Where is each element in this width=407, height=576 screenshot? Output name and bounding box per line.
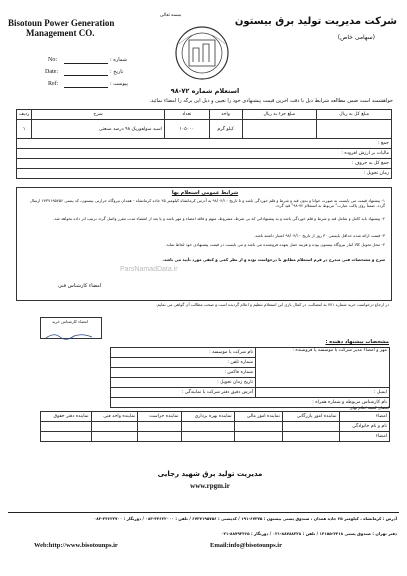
bismillah: بسمه تعالی: [160, 12, 182, 17]
conditions-title: شرایط عمومی استعلام بها: [171, 190, 239, 196]
table-header-row: [17, 110, 392, 120]
row-total-price: [317, 120, 392, 139]
signature-mark: [44, 326, 96, 336]
purchase-expert-label: امضاء کارشناس خرید: [52, 319, 88, 324]
row-quantity: ۱۰۵۰۰۰: [164, 120, 209, 139]
committee-row-label: نام و نام خانوادگی: [339, 422, 389, 432]
condition-item-4: ۴- محل تحویل کالا انبار نیروگاه بیستون بوده و هزینه حمل بعهده فروشنده می باشد و می بایست در قیمت پیشنهادی خود لحاظ نماید.: [165, 242, 385, 247]
proposer-field-expert: نام کارشناس مربوطه و شماره همراه :: [111, 398, 390, 408]
date-label: Date:: [45, 69, 58, 75]
committee-header: نماینده امور بازرگانی: [282, 412, 339, 422]
intro-text: خواهشمند است ضمن مطالعه شرایط ذیل با دقت آخرین قیمت پیشنهادی خود را تعیین و ذیل این برگه را امضاء نمائید.: [149, 98, 393, 104]
brand-url: www.rpgm.ir: [190, 482, 230, 490]
technical-expert-label: امضاء کارشناس فنی: [58, 283, 102, 289]
delivery-row: زمان تحویل :: [17, 169, 392, 179]
no-label-fa: شماره :: [110, 57, 127, 63]
watermark: ParsNamadData.ir: [120, 266, 178, 273]
company-name-en-line2: Management CO.: [26, 28, 95, 38]
committee-header: نماینده بهره برداری: [181, 412, 234, 422]
ref-label-fa: پیوست :: [110, 81, 128, 87]
proposer-field-phone: شماره تلفن :: [111, 358, 256, 368]
committee-row-label: امضاء: [339, 432, 389, 442]
committee-header: نماینده واحد فنی: [91, 412, 138, 422]
company-type-fa: (سهامی خاص): [337, 34, 375, 41]
date-label-fa: تاریخ :: [110, 69, 124, 75]
condition-item-2: ۲- پیشنهاد باید کامل و شامل قید و شرط و قلم خوردگی باشد و به پیشنهاداتی که بی شرط، مشروط، مبهم و فاقد امضاء و مهر باشد و یا بعد از انقضاء مدت مقرر واصل گردد ترتیب اثر داده نخواهد شد.: [53, 216, 385, 221]
footer-tehran: دفتر تهران : صندوق پستی ۴۴۱۸-۱۴۱۵۵ / تلفن : ۸۸۷۸۸۳۲۸-۰۲۱ / دورنگار : ۸۸۷۹۳۴۶۵-۰۲۱: [221, 531, 397, 536]
proposer-field-delivery: تاریخ زمان تحویل :: [111, 378, 256, 388]
total-letters-row: جمع کل به حروف :: [17, 159, 392, 169]
condition-item-3: ۳- قیمت ارائه شده حداقل بایستی ۳۰ روز از تاریخ ۹۸/۰۴/۱۰ اعتبار داشته باشد.: [253, 233, 385, 238]
spec-note: شرح و مشخصات فنی مندرج در فرم استعلام مطابق با درخواست بوده و از نظر کمی و کیفی مورد تأیید می باشد.: [162, 257, 385, 262]
footer-address: آدرس : کرمانشاه ، کیلومتر ۲۵ جاده همدان ، صندوق پستی بیستون : ۶۷۳۷۵-۱۹۱ / کدپستی : ۶۷۳۷۱۹۵۷۵۶ / تلفن : ۳۴۶۲۲۰۰۰-۰۸۳ / دورنگار : ۳۴۶۲۲۷۰۰-۰۸۳: [93, 516, 397, 521]
table-row: [17, 120, 392, 139]
proposer-field-email: ایمیل :: [256, 388, 390, 398]
footer-web[interactable]: Web:http://www.bisotounps.ir: [34, 542, 118, 549]
header-cell: مبلغ جزء به ریال: [242, 110, 317, 120]
seal-logo: [167, 24, 237, 82]
proposer-field-fax: شماره فاکس :: [111, 368, 256, 378]
committee-title: امضای کمیته اعلام بهای: [349, 405, 389, 410]
proposer-stamp-area: مهر و امضاء مدیر شرکت یا موسسه یا فروشنده :: [256, 348, 390, 388]
page-title: استعلام شماره ۷۲-۹۸: [170, 87, 240, 95]
header-cell: ردیف: [17, 110, 32, 120]
no-label: No:: [48, 57, 57, 63]
header-cell: مبلغ کل به ریال: [317, 110, 392, 120]
proposer-title: مشخصات پیشنهاد دهنده :: [325, 339, 389, 345]
proposer-table: [110, 347, 390, 408]
referral-text: در ارجاع درخواست خرید شماره ۷۷۱ به ابتصالب، در کمال بازی این استعلام تنظیم و اعلام گردیده است و صحت مطالب آن گواهی می نمایم.: [156, 302, 389, 307]
proposer-field-address: آدرس دقیق دفتر شرکت یا نمایندگی :: [111, 388, 256, 398]
brand-stamp: مدیریت تولید برق شهید رجایی: [157, 470, 263, 478]
proposer-field-company: نام شرکت یا موسسه :: [111, 348, 256, 358]
company-name-en-line1: Bisotoun Power Generation: [8, 18, 115, 28]
company-name-fa: شرکت مدیریت تولید برق بیستون: [234, 16, 397, 27]
header-cell: شرح: [32, 110, 165, 120]
committee-table: [40, 411, 390, 442]
row-unit: کیلو گرم: [209, 120, 242, 139]
items-table: [16, 109, 392, 179]
row-unit-price: [242, 120, 317, 139]
row-index: ۱: [17, 120, 32, 139]
committee-header: امضاء: [339, 412, 389, 422]
sum-row: جمع :: [17, 139, 392, 149]
committee-header: نماینده حراست: [138, 412, 181, 422]
ref-label: Ref:: [48, 81, 59, 87]
row-description: اسید سولفوریک ۹۸ درصد صنعتی: [32, 120, 165, 139]
header-cell: واحد: [209, 110, 242, 120]
committee-header: نماینده دفتر حقوق: [41, 412, 92, 422]
committee-header: نماینده امور مالی: [234, 412, 282, 422]
vat-row: مالیات بر ارزش افزوده :: [17, 149, 392, 159]
header-cell: تعداد: [164, 110, 209, 120]
footer-email[interactable]: Email:info@bisotounps.ir: [210, 542, 282, 549]
condition-item-1: ۱- پیشنهاد قیمت می بایست به صورت خوانا و بدون قید و شرط و قلم خوردگی باشد و تا تاریخ ۹۸/۰۴/۱۰ به آدرس کرمانشاه کیلومتر ۲۵ جاده کرمانشاه - همدان نیروگاه حرارتی بیستون، کد پستی ۶۷۳۷۱۹۵۷۵۶ ارسال گردد. ضمناً روی پاکت عبارت" مربوط به استعلام ۷۲-۹۸" قید گردد.: [29, 198, 385, 208]
